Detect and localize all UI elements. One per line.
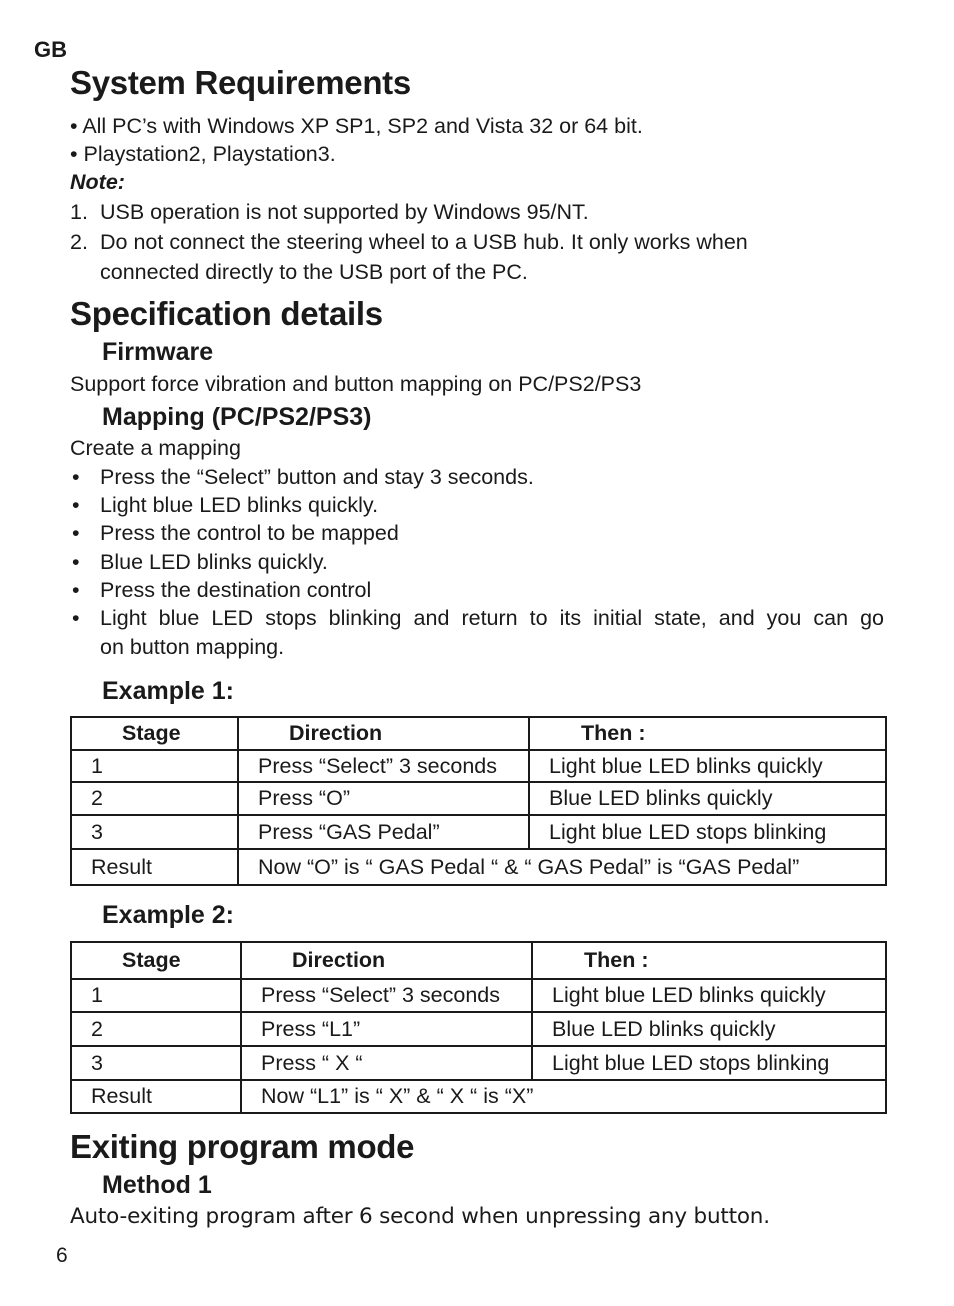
note-text: Do not connect the steering wheel to a USB hub. It only works when xyxy=(100,230,748,254)
then-cell: Light blue LED blinks quickly xyxy=(532,979,886,1012)
header-then: Then : xyxy=(529,717,886,750)
stage-cell: 3 xyxy=(71,1046,241,1080)
requirement-item: • All PC’s with Windows XP SP1, SP2 and Vista 32 or 64 bit. xyxy=(70,114,643,138)
bullet-dot: • xyxy=(72,578,80,602)
table-header-row xyxy=(71,717,886,750)
method-subheading: Method 1 xyxy=(102,1171,212,1199)
direction-cell: Press “L1” xyxy=(241,1012,532,1046)
then-cell: Light blue LED stops blinking xyxy=(529,815,886,849)
system-requirements-heading: System Requirements xyxy=(70,64,411,101)
result-text: Now “L1” is “ X” & “ X “ is “X” xyxy=(241,1080,886,1113)
bullet-dot: • xyxy=(72,465,80,489)
stage-cell: 1 xyxy=(71,750,238,782)
note-text-continued: connected directly to the USB port of the PC. xyxy=(100,260,528,284)
then-cell: Blue LED blinks quickly xyxy=(532,1012,886,1046)
header-stage: Stage xyxy=(71,717,238,750)
mapping-step: Press the destination control xyxy=(100,578,372,602)
table-row xyxy=(71,815,886,849)
header-direction: Direction xyxy=(241,942,532,979)
language-tag: GB xyxy=(34,37,67,62)
table-row xyxy=(71,979,886,1012)
mapping-step: Blue LED blinks quickly. xyxy=(100,550,328,574)
note-text: USB operation is not supported by Windows 95/NT. xyxy=(100,200,589,224)
then-cell: Light blue LED stops blinking xyxy=(532,1046,886,1080)
direction-cell: Press “Select” 3 seconds xyxy=(241,979,532,1012)
stage-cell: 1 xyxy=(71,979,241,1012)
table-row xyxy=(71,1046,886,1080)
result-text: Now “O” is “ GAS Pedal “ & “ GAS Pedal” is “GAS Pedal” xyxy=(238,849,886,885)
stage-cell: 3 xyxy=(71,815,238,849)
bullet-dot: • xyxy=(72,521,80,545)
table-row xyxy=(71,782,886,815)
table-header-row xyxy=(71,942,886,979)
specification-heading: Specification details xyxy=(70,295,383,332)
result-row xyxy=(71,849,886,885)
direction-cell: Press “ X “ xyxy=(241,1046,532,1080)
note-number: 1. xyxy=(70,200,88,224)
mapping-step: Light blue LED blinks quickly. xyxy=(100,493,379,517)
mapping-step: Light blue LED stops blinking and return to its initial state, and you can go xyxy=(100,606,884,630)
method-text: Auto-exiting program after 6 second when unpressing any button. xyxy=(70,1204,770,1229)
table-row xyxy=(71,750,886,782)
stage-cell: 2 xyxy=(71,1012,241,1046)
then-cell: Blue LED blinks quickly xyxy=(529,782,886,815)
bullet-dot: • xyxy=(72,606,80,630)
note-number: 2. xyxy=(70,230,88,254)
result-label: Result xyxy=(71,849,238,885)
result-row xyxy=(71,1080,886,1113)
example2-heading: Example 2: xyxy=(102,901,235,929)
note-label: Note: xyxy=(70,170,125,194)
mapping-step-continued: on button mapping. xyxy=(100,635,285,659)
firmware-subheading: Firmware xyxy=(102,338,214,366)
example1-table xyxy=(70,716,887,886)
firmware-text: Support force vibration and button mapping on PC/PS2/PS3 xyxy=(70,372,642,396)
result-label: Result xyxy=(71,1080,241,1113)
header-stage: Stage xyxy=(71,942,241,979)
exiting-heading: Exiting program mode xyxy=(70,1128,415,1165)
example1-heading: Example 1: xyxy=(102,677,235,705)
header-direction: Direction xyxy=(238,717,529,750)
direction-cell: Press “Select” 3 seconds xyxy=(238,750,529,782)
stage-cell: 2 xyxy=(71,782,238,815)
direction-cell: Press “GAS Pedal” xyxy=(238,815,529,849)
table-row xyxy=(71,1012,886,1046)
mapping-step: Press the “Select” button and stay 3 seconds. xyxy=(100,465,534,489)
mapping-step: Press the control to be mapped xyxy=(100,521,399,545)
page-number: 6 xyxy=(56,1244,68,1267)
example2-table xyxy=(70,941,887,1114)
bullet-dot: • xyxy=(72,550,80,574)
mapping-subheading: Mapping (PC/PS2/PS3) xyxy=(102,403,372,431)
header-then: Then : xyxy=(532,942,886,979)
direction-cell: Press “O” xyxy=(238,782,529,815)
bullet-dot: • xyxy=(72,493,80,517)
requirement-item: • Playstation2, Playstation3. xyxy=(70,142,336,166)
mapping-intro: Create a mapping xyxy=(70,436,241,460)
then-cell: Light blue LED blinks quickly xyxy=(529,750,886,782)
